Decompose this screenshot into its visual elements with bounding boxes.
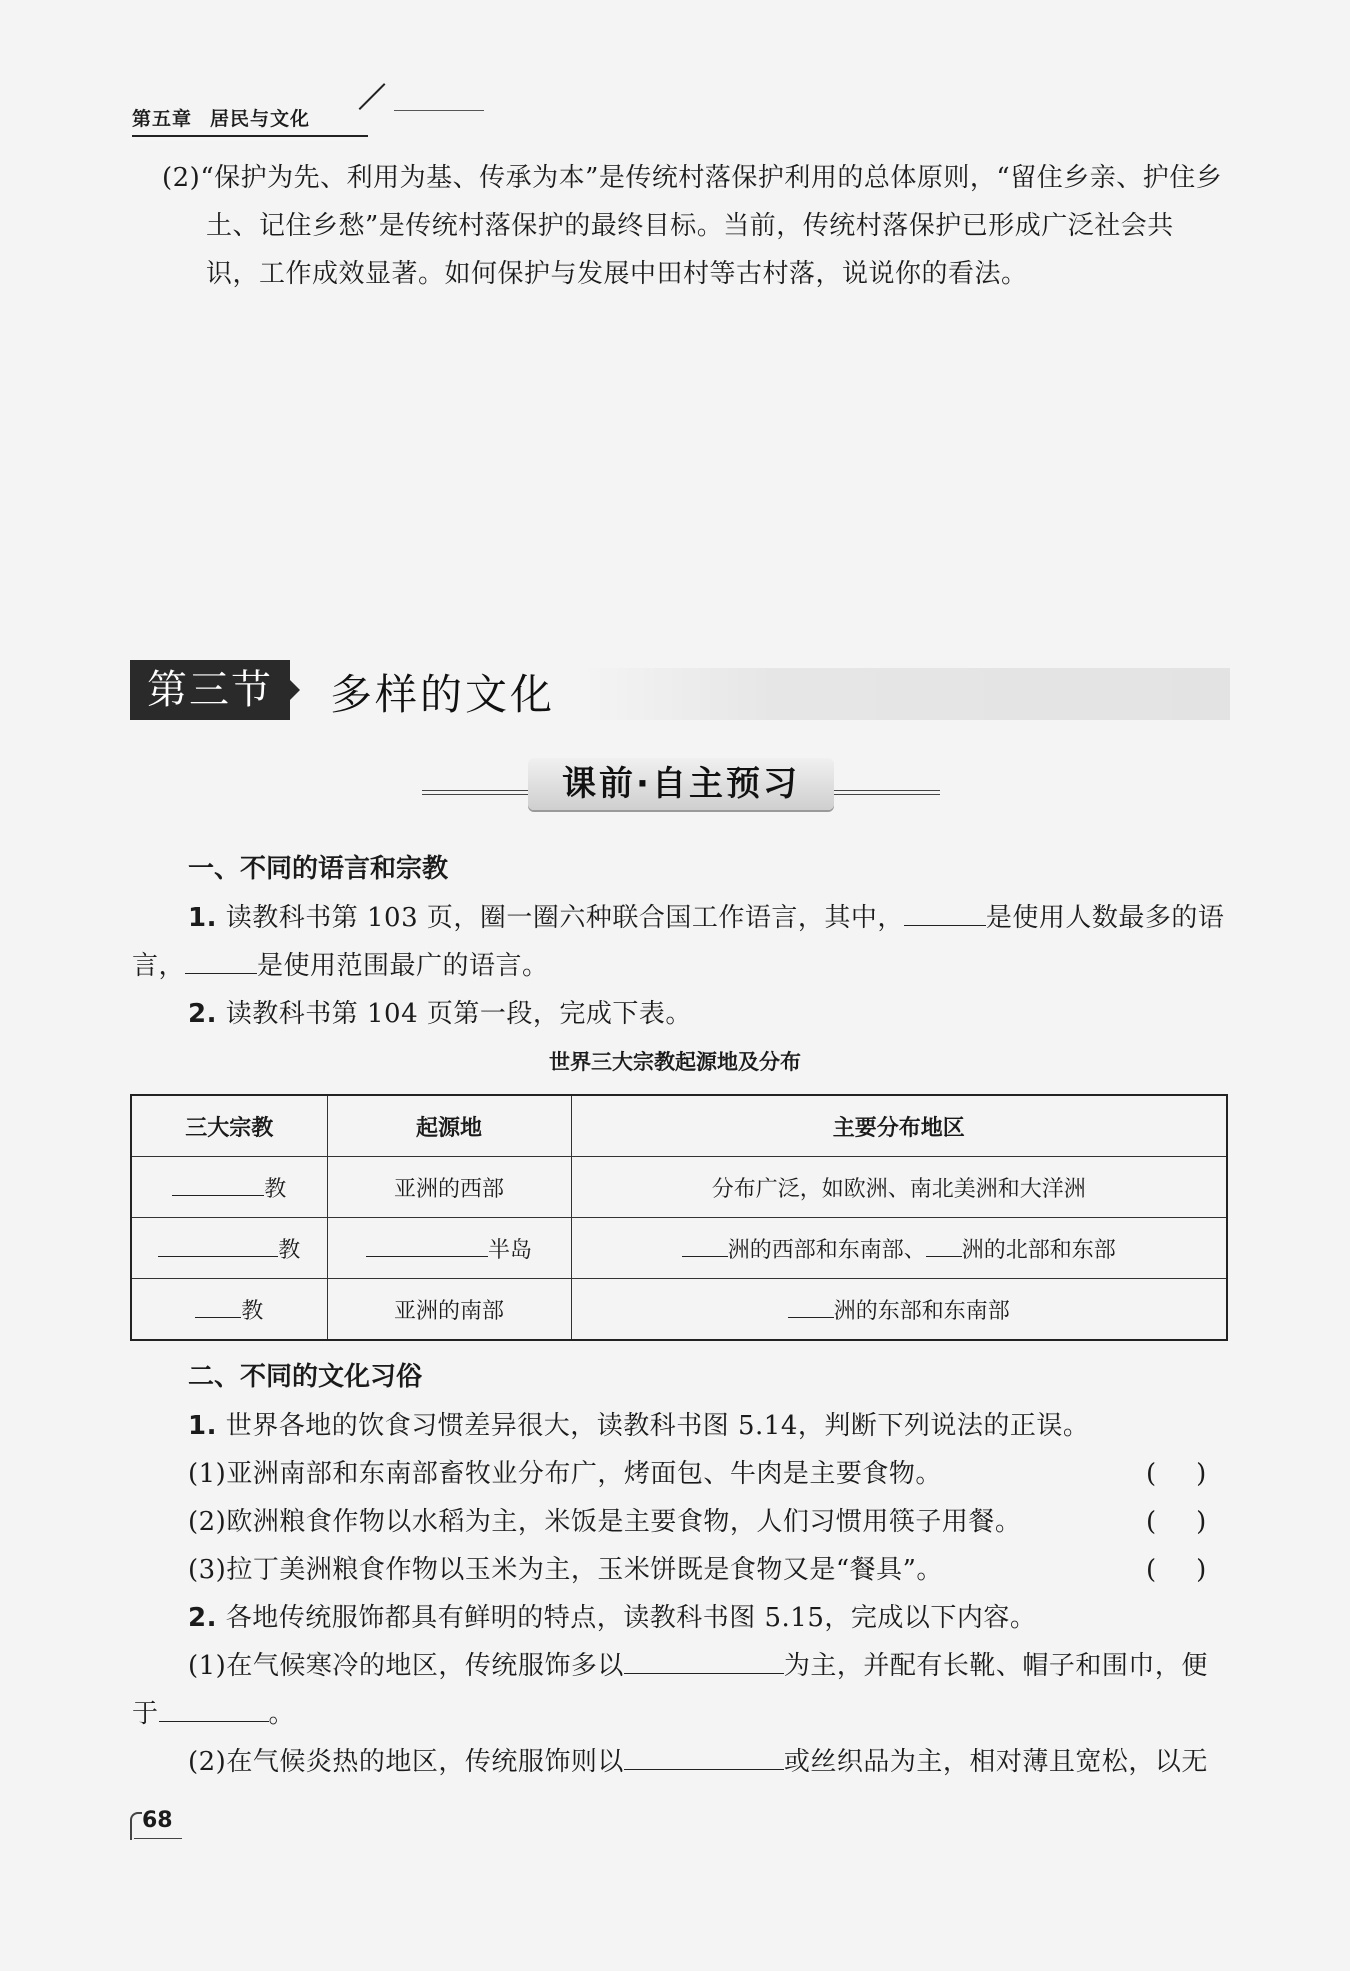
chapter-header [132,104,328,131]
part1-q1-text-d: 是使用范围最广的语言。 [257,951,549,981]
answer-blank-hot-material[interactable] [624,1745,784,1770]
header-slant-rule [359,83,386,110]
part1-heading: 一、不同的语言和宗教 [188,854,449,884]
header-origin: 起源地 [327,1095,571,1157]
header-religion: 三大宗教 [131,1095,327,1157]
preview-tag: 课前·自主预习 [528,758,834,810]
distribution-cell: 分布广泛，如欧洲、南北美洲和大洋洲 [571,1157,1227,1218]
part1-q2 [188,990,692,1038]
table-row [131,1279,1227,1341]
part1-q1-text-b: 是使用人数最多的语 [985,903,1225,933]
table-caption: 世界三大宗教起源地及分布 [549,1050,801,1074]
religion-suffix: 教 [241,1298,264,1324]
intro-q2-line2: 土、记住乡愁”是传统村落保护的最终目标。当前，传统村落保护已形成广泛社会共 [206,211,1174,241]
page-number-bracket [130,1812,142,1840]
chapter-number: 第五章 [132,108,193,130]
intro-q2-line3: 识，工作成效显著。如何保护与发展中田村等古村落，说说你的看法。 [206,259,1028,289]
header-rule [132,135,368,137]
part2-q2-1-text-b: 为主，并配有长靴、帽子和围巾，便 [783,1651,1208,1681]
judgement-paren-3[interactable]: () [1146,1555,1247,1585]
religion-cell [131,1157,327,1218]
answer-blank-most-speakers[interactable] [904,901,986,926]
part1-q1-text-c: 言， [132,951,186,981]
part2-q1-text: 世界各地的饮食习惯差异很大，读教科书图 5.14，判断下列说法的正误。 [216,1411,1090,1441]
part2-q2-2-text-a: (2)在气候炎热的地区，传统服饰则以 [188,1747,624,1777]
religion-suffix: 教 [264,1176,287,1202]
section-badge: 第三节 [130,660,290,720]
chapter-title: 居民与文化 [210,108,311,130]
section-badge-arrow [290,680,300,700]
origin-cell [327,1218,571,1279]
part2-q2-1-text-c: 于 [132,1699,159,1729]
part2-q2-text: 各地传统服饰都具有鲜明的特点，读教科书图 5.15，完成以下内容。 [216,1603,1037,1633]
part2-q2-2-line1 [188,1738,1208,1786]
part2-q2-1-line2 [132,1690,295,1738]
part2-q1 [188,1402,1089,1450]
part1-q1-line2 [132,942,549,990]
answer-blank-religion-3[interactable] [195,1295,241,1318]
judgement-item-1: (1)亚洲南部和东南部畜牧业分布广，烤面包、牛肉是主要食物。 [188,1459,942,1489]
part1-q1-number: 1. [188,903,217,933]
page-number: 68 [142,1808,173,1833]
answer-blank-cold-material[interactable] [624,1649,784,1674]
religion-cell [131,1218,327,1279]
section-title: 多样的文化 [330,670,556,719]
origin-cell: 亚洲的南部 [327,1279,571,1341]
answer-blank-cold-purpose[interactable] [159,1697,269,1722]
origin-suffix: 半岛 [487,1237,532,1263]
distribution-cell [571,1279,1227,1341]
header-distribution: 主要分布地区 [571,1095,1227,1157]
religion-table [130,1094,1228,1341]
part1-q1-line1 [188,894,1224,942]
part2-q2-1-line1 [188,1642,1208,1690]
answer-blank-peninsula[interactable] [366,1234,488,1257]
part2-q1-number: 1. [188,1411,217,1441]
distribution-text-a: 洲的西部和东南部、 [727,1237,926,1263]
judgement-item-3: (3)拉丁美洲粮食作物以玉米为主，玉米饼既是食物又是“餐具”。 [188,1555,943,1585]
origin-cell: 亚洲的西部 [327,1157,571,1218]
part2-q2-2-text-b: 或丝织品为主，相对薄且宽松，以无 [783,1747,1208,1777]
answer-blank-continent-b[interactable] [926,1234,962,1257]
header-thin-rule [394,110,484,111]
distribution-cell [571,1218,1227,1279]
intro-q2-line1: (2)“保护为先、利用为基、传承为本”是传统村落保护利用的总体原则，“留住乡亲、护住乡 [162,163,1223,193]
answer-blank-widest-use[interactable] [185,949,257,974]
answer-blank-continent-c[interactable] [788,1295,834,1318]
table-row [131,1218,1227,1279]
answer-blank-religion-2[interactable] [158,1234,278,1257]
preview-line-left [422,790,532,795]
part1-q2-text: 读教科书第 104 页第一段，完成下表。 [216,999,692,1029]
part2-q2 [188,1594,1036,1642]
part1-q2-number: 2. [188,999,217,1029]
part2-q2-number: 2. [188,1603,217,1633]
part1-q1-text-a: 读教科书第 103 页，圈一圈六种联合国工作语言，其中， [216,903,904,933]
judgement-paren-1[interactable]: () [1146,1459,1247,1489]
religion-suffix: 教 [278,1237,301,1263]
part2-q2-1-text-a: (1)在气候寒冷的地区，传统服饰多以 [188,1651,624,1681]
section-title-band [580,668,1230,720]
table-header-row [131,1095,1227,1157]
part2-heading: 二、不同的文化习俗 [188,1362,423,1392]
answer-blank-religion-1[interactable] [172,1173,264,1196]
distribution-text-a: 洲的东部和东南部 [833,1298,1010,1324]
answer-blank-continent-a[interactable] [682,1234,728,1257]
part2-q2-1-text-d: 。 [268,1699,296,1729]
judgement-paren-2[interactable]: () [1146,1507,1247,1537]
judgement-item-2: (2)欧洲粮食作物以水稻为主，米饭是主要食物，人们习惯用筷子用餐。 [188,1507,1022,1537]
distribution-text-b: 洲的北部和东部 [961,1237,1116,1263]
page-number-rule [134,1838,182,1839]
table-row [131,1157,1227,1218]
religion-cell [131,1279,327,1341]
preview-line-right [830,790,940,795]
